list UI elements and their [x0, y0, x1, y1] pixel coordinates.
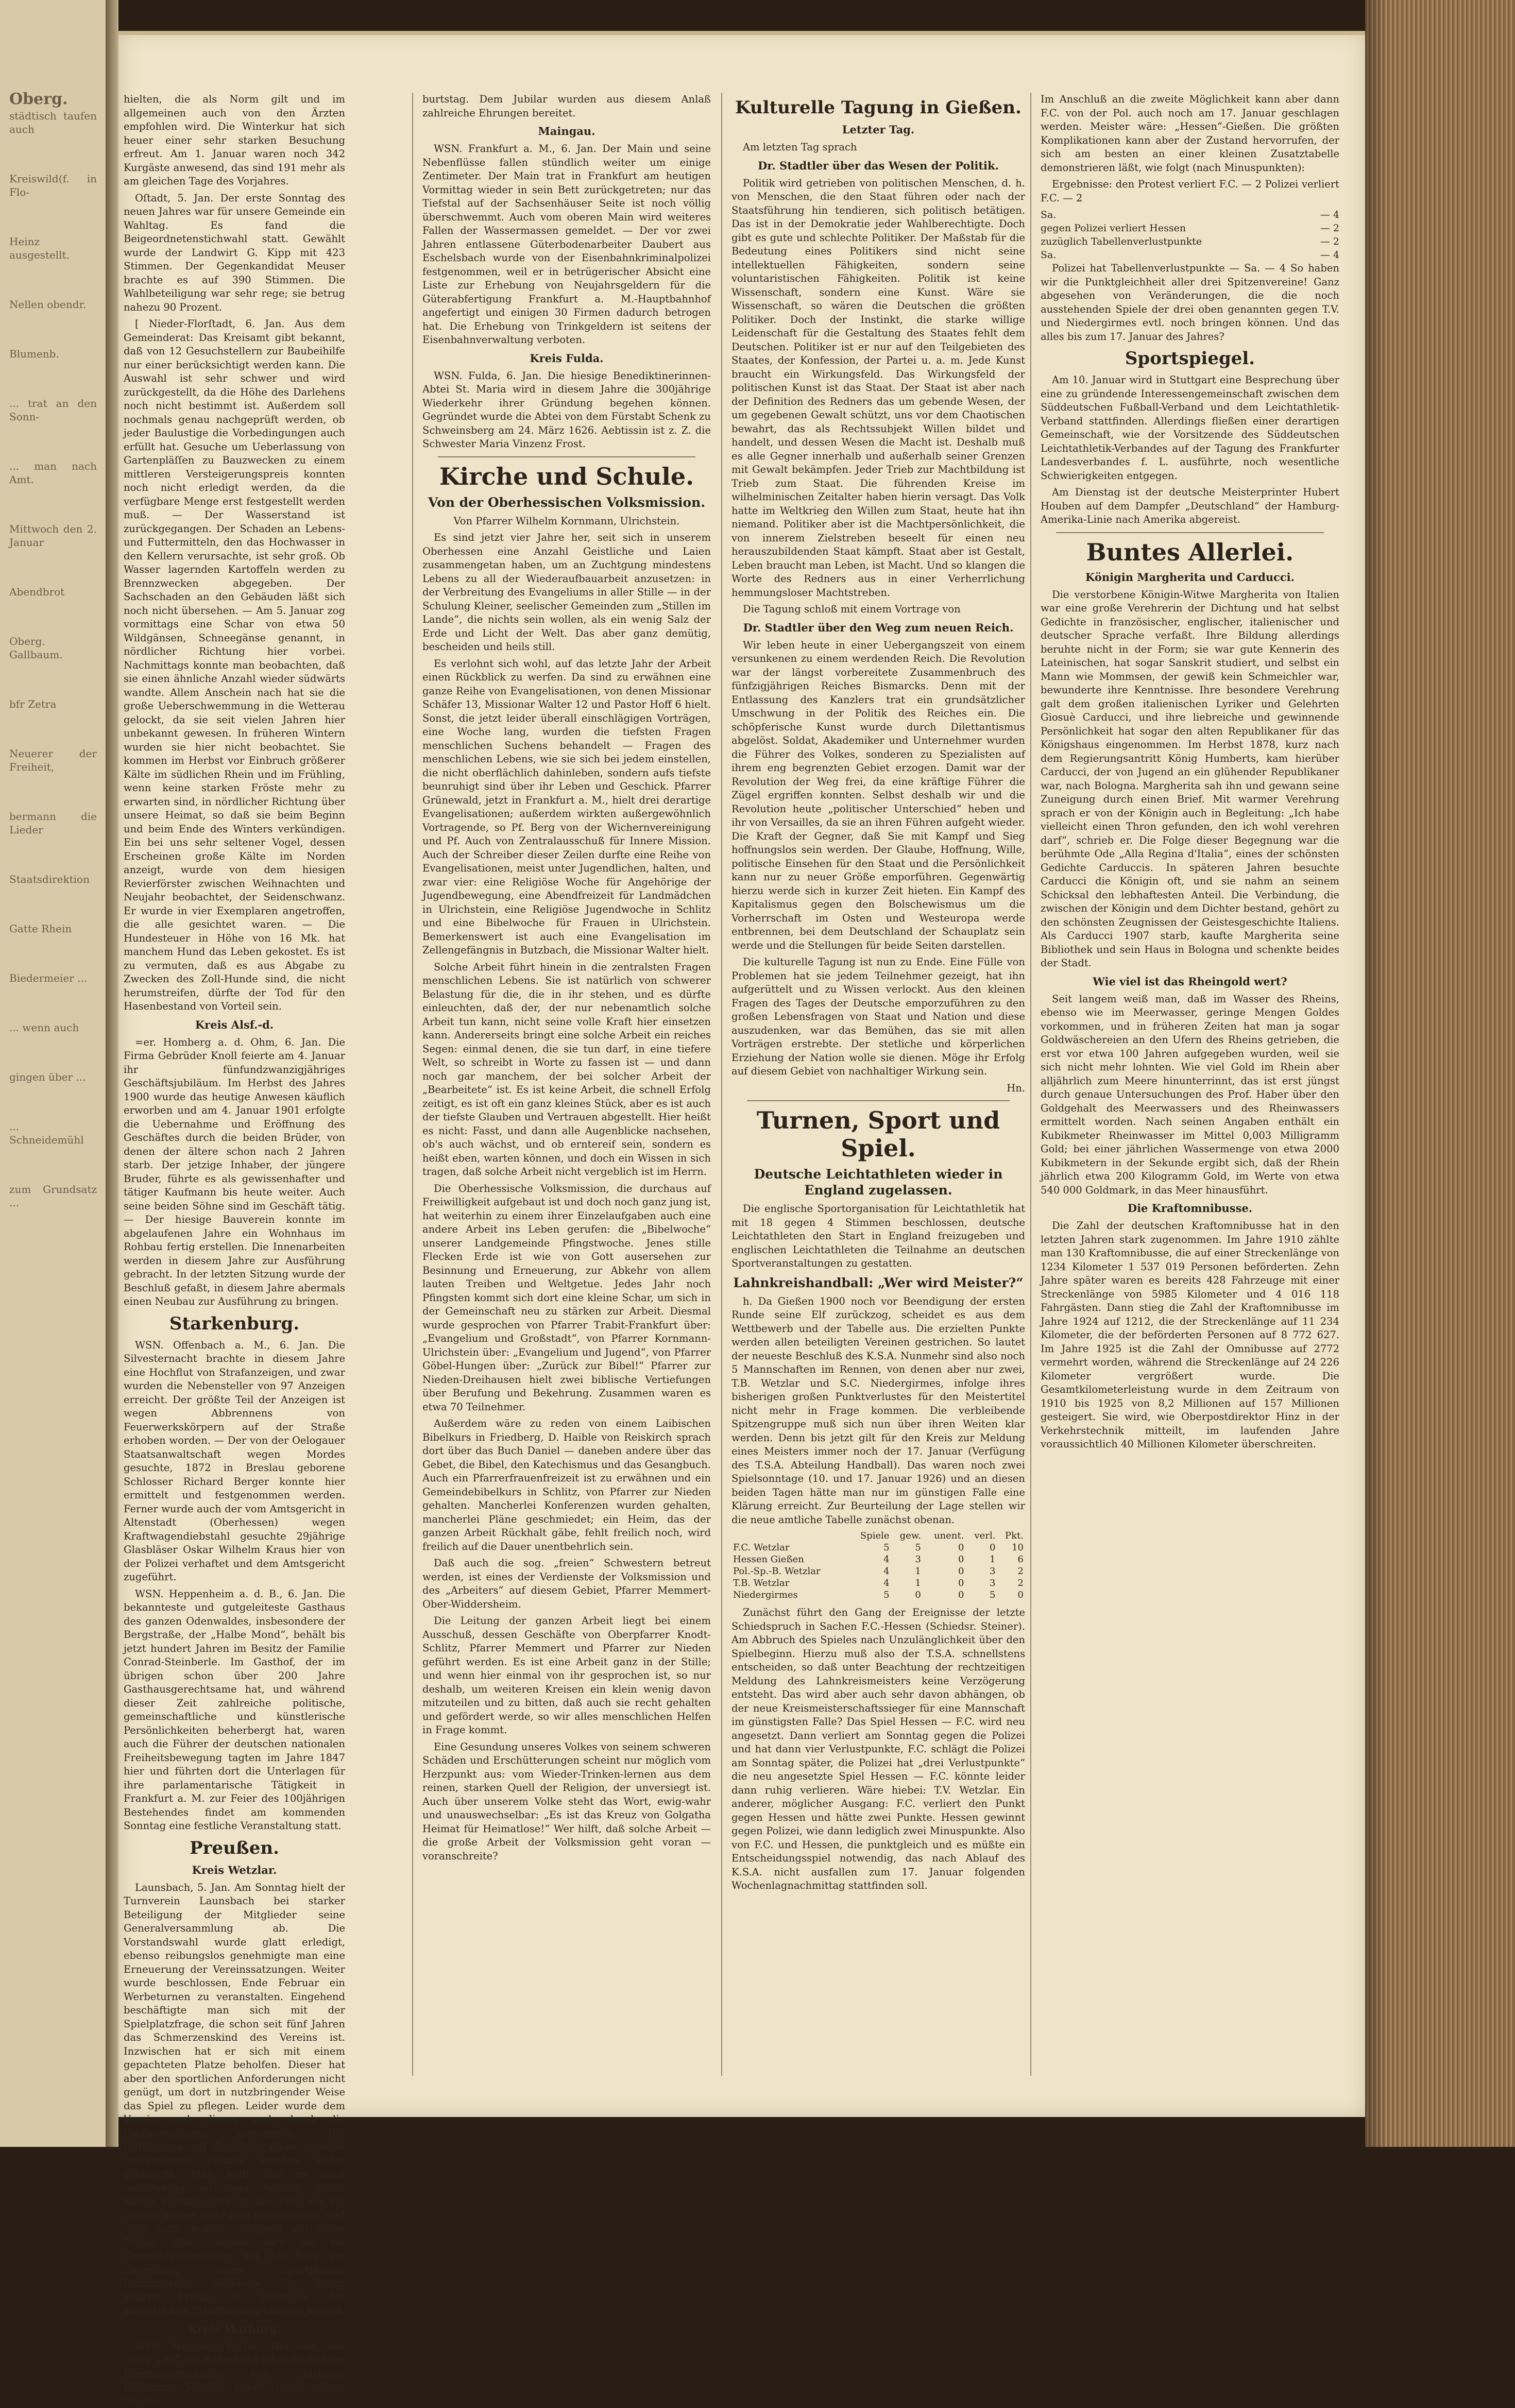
table-body — [731, 1542, 1025, 1601]
left-page-line: ... Schneidemühl — [9, 1120, 97, 1147]
section-heading: Preußen. — [124, 1837, 345, 1859]
left-page-line: Heinz ausgestellt. — [9, 235, 97, 262]
page-top-stripe — [118, 31, 1365, 35]
article-paragraph: Die Zahl der deutschen Kraftomnibusse hat in den letzten Jahren stark zugenommen. Im Jahre 1910 zählte man 130 Kraftomnibusse, die auf einer Streckenlänge von 1234 Kilometer 1 537 019 Personen beförderten. Zehn Jahre später waren es bereits 428 Fahrzeuge mit einer Streckenlänge von 5985 Kilometer und 4 016 118 Fahrgästen. Dann stieg die Zahl der Kraftomnibusse im Jahre 1924 auf 1212, die der Streckenlänge auf 11 234 Kilometer, die der beförderten Personen auf 8 772 627. Im Jahre 1925 ist die Zahl der Omnibusse auf 2772 vermehrt worden, während die Streckenlänge auf 24 226 Kilometer vergrößert wurde. Die Gesamtkilometerleistung wurde in dem Zeitraum von 1910 bis 1925 von 8,2 Millionen auf 157 Millionen gesteigert. Sie wird, wie Oberpostdirektor Hinz in der Verkehrstechnik mitteilt, im laufenden Jahre voraussichtlich 40 Millionen Kilometer überschreiten. — [1041, 1219, 1339, 1451]
article-paragraph: Die Leitung der ganzen Arbeit liegt bei einem Ausschuß, dessen Geschäfte von Oberpfarrer Knodt-Schlitz, Pfarrer Memmert und Pfarrer zur Nieden geführt werden. Es ist eine Arbeit ganz in der Stille; und wenn hier einmal von ihr gesprochen ist, so nur deshalb, um weiteren Kreisen ein klein wenig davon mitzuteilen und zu bitten, daß auch sie recht gehalten und gefördert werde, so wir alles menschlichen Helfen in Frage kommt. — [422, 1614, 711, 1737]
left-page-line: städtisch taufen auch — [9, 109, 97, 136]
article-paragraph: Am Dienstag ist der deutsche Meisterprinter Hubert Houben auf dem Dampfer „Deutschland“ der Hamburg-Amerika-Linie nach Amerika abgereist. — [1041, 486, 1339, 527]
table-header-cell: Spiele — [849, 1530, 891, 1542]
score-label: zuzüglich Tabellenverlustpunkte — [1041, 235, 1202, 248]
left-page-line: ... man nach Amt. — [9, 459, 97, 486]
column-rule-3 — [1030, 93, 1031, 2076]
score-row — [1041, 248, 1339, 262]
score-list — [1041, 208, 1339, 262]
table-cell: 0 — [965, 1542, 997, 1553]
article-headline: Königin Margherita und Carducci. — [1041, 570, 1339, 584]
table-cell: T.B. Wetzlar — [731, 1577, 849, 1589]
article-paragraph: Am 10. Januar wird in Stuttgart eine Besprechung über eine zu gründende Interessengemeinschaft zwischen dem Süddeutschen Fußball-Verband und dem Leichtathletik-Verband stattfinden. Allerdings fließen einer derartigen Gemeinschaft, wie der Vorsitzende des Süddeutschen Leichtathletik-Verbandes auf der Tagung des Frankfurter Landesverbandes f. L. ausführte, noch wesentliche Schwierigkeiten entgegen. — [1041, 373, 1339, 483]
article-headline: Wie viel ist das Rheingold wert? — [1041, 975, 1339, 988]
table-cell: 0 — [923, 1565, 966, 1577]
subheading: Letzter Tag. — [731, 123, 1025, 136]
left-page-line: ... wenn auch — [9, 1021, 97, 1034]
table-cell: 1 — [891, 1565, 923, 1577]
score-row — [1041, 221, 1339, 235]
table-row — [731, 1542, 1025, 1553]
left-page-line: Abendbrot — [9, 585, 97, 599]
left-page-line: Biedermeier ... — [9, 971, 97, 985]
left-page-line: Neuerer der Freiheit, — [9, 747, 97, 774]
article-paragraph: h. Da Gießen 1900 noch vor Beendigung der ersten Runde seine Elf zurückzog, scheidet es aus dem Wettbewerb und der Tabelle aus. Die erzielten Punkte werden allen beteiligten Vereinen gestrichen. So lautet der neueste Beschluß des K.S.A. Nunmehr sind also noch 5 Mannschaften im Rennen, von denen aber nur zwei, T.B. Wetzlar und S.C. Niedergirmes, infolge ihres bisherigen großen Punktverlustes für den Meistertitel nicht mehr in Frage kommen. Die verbleibende Spitzengruppe muß sich nun über ihren Weiten klar werden. Denn bis jetzt gilt für den Kreis zur Meldung eines Meisters immer noch der 17. Januar (Verfügung des T.S.A. Abteilung Handball). Das waren noch zwei Spielsonntage (10. und 17. Januar 1926) und an diesen beiden Tagen hätte man nur im günstigen Falle eine Klärung erreicht. Zur Beurteilung der Lage stellen wir die neue amtliche Tabelle zunächst obenan. — [731, 1295, 1025, 1527]
table-cell: 5 — [891, 1542, 923, 1553]
lecture-heading: Dr. Stadtler über das Wesen der Politik. — [731, 159, 1025, 173]
table-cell: 6 — [997, 1553, 1025, 1565]
table-row — [731, 1565, 1025, 1577]
table-cell: 2 — [997, 1577, 1025, 1589]
article-paragraph: Daß auch die sog. „freien“ Schwestern betreut werden, ist eines der Verdienste der Volksmission und des „Arbeiters“ auf diesem Gebiet, Pfarrer Memmert-Ober-Widdersheim. — [422, 1557, 711, 1611]
article-paragraph: Die Oberhessische Volksmission, die durchaus auf Freiwilligkeit aufgebaut ist und doch noch ganz jung ist, hat weiterhin zu einem ihrer Einzelaufgaben auch eine andere Arbeit ins Leben gerufen: die „Bibelwoche“ unserer Landgemeinde Pfingstwoche. Jenes stille Flecken Erde ist wie von Gott ausersehen zur Besinnung und Erneuerung, zur Abkehr von allem lauten Treiben und Weltgetue. Jedes Jahr noch Pfingsten kommt sich dort eine kleine Schar, um sich in der Gemeinschaft neu zu stärken zur Arbeit. Diesmal wurde gesprochen von Pfarrer Trabit-Frankfurt über: „Evangelium und Großstadt“, von Pfarrer Kornmann-Ulrichstein über: „Evangelium und Jugend“, von Pfarrer Göbel-Hungen über: „Zurück zur Bibel!“ Pfarrer zur Nieden-Dreihausen hielt zwei biblische Vertiefungen über Berufung und Bekehrung. Zusammen waren es etwa 70 Teilnehmer. — [422, 1182, 711, 1414]
table-cell: 4 — [849, 1553, 891, 1565]
article-paragraph: Solche Arbeit führt hinein in die zentralsten Fragen menschlichen Lebens. Sie ist natürlich von schwerer Belastung für die, die in ihr stehen, und es dürfte einleuchten, daß der, der nur nebenamtlich solche Arbeit tun kann, nicht seine volle Kraft hier einsetzen kann. Andererseits bringt eine solche Arbeit ein reiches Segen: einmal denen, die sie tun darf, in eine tiefere Welt, so schreibt in Worte zu fassen ist — und dann noch gar manchem, der bei solcher Arbeit der „Bearbeitete“ ist. Es ist keine Arbeit, die schnell Erfolg zeitigt, es ist oft ein ganz kleines Stück, aber es ist auch der tiefste Glauben und Vertrauen abgestellt. Hier heißt es nicht: Fasst, und dann alle Augenblicke nachsehen, ob's auch wächst, und ob erntereif sein, sondern es heißt eben, warten können, und doch ein Wissen in sich tragen, daß solche Arbeit nicht vergeblich ist im Herrn. — [422, 961, 711, 1179]
score-row — [1041, 235, 1339, 248]
section-headline: Buntes Allerlei. — [1041, 538, 1339, 566]
article-paragraph: Seit langem weiß man, daß im Wasser des Rheins, ebenso wie im Meerwasser, geringe Mengen Goldes vorkommen, und in früheren Zeiten hat man ja sogar Goldwäschereien an den Ufern des Rheins getrieben, die erst vor etwa 100 Jahren aufgegeben wurden, weil sie sich nicht mehr lohnten. Wie viel Gold im Rhein aber alljährlich zum Meere hinunterrinnt, das ist erst jüngst durch genaue Untersuchungen des Prof. Haber über den Goldgehalt des Meerwassers und des Rheinwassers ermittelt worden. Nach seinen Angaben enthält ein Kubikmeter Rheinwasser im Mittel 0,003 Milligramm Gold; bei einer jährlichen Wassermenge von etwa 2000 Kubikmetern in der Sekunde ergibt sich, daß der Rhein jährlich etwa 200 Kilogramm Gold, im Werte von etwa 540 000 Goldmark, in das Meer hinausführt. — [1041, 993, 1339, 1198]
table-row — [731, 1577, 1025, 1589]
article-paragraph: Außerdem wäre zu reden von einem Laibischen Bibelkurs in Friedberg, D. Haible von Reiskirch sprach dort über das Buch Daniel — daneben andere über das Gebet, die Bibel, den Katechismus und das Gesangbuch. Auch ein Pfarrerfrauenfreizeit ist zu erwähnen und ein Gemeindebibelkurs in Schlitz, von Pfarrer zur Nieden gehalten. Mancherlei Konferenzen wurden gehalten, mancherlei Pläne geschmiedet; ein Heim, das der ganzen Arbeit Rückhalt gäbe, fehlt freilich noch, wird freilich auf die Dauer unentbehrlich sein. — [422, 1417, 711, 1553]
article-paragraph: Politik wird getrieben von politischen Menschen, d. h. von Menschen, die den Staat führen oder nach der Staatsführung hin tendieren, sich politisch betätigen. Das ist in der Demokratie jeder Wahlberechtigte. Doch gibt es gute und schlechte Politiker. Der Maßstab für die Bedeutung eines Politikers sind nicht seine intellektuellen Fähigkeiten, sondern seine voluntaristischen Fähigkeiten. Politik ist keine Wissenschaft, sondern eine Kunst. Wäre sie Wissenschaft, so wären die Deutschen die größten Politiker. Doch der Instinkt, die starke willige Leidenschaft für die Gestaltung des Staates fehlt dem Deutschen. Politiker ist er nur auf den Teilgebieten des Staates, der Konfession, der Partei u. a. m. Jede Kunst braucht ein Wirkungsfeld. Das Wirkungsfeld der politischen Kunst ist das Staat. Der Staat ist aber nach der Definition des Redners das um gebende Wesen, der um gegebenen Gewalt schützt, uns vor dem Chaotischen bewahrt, das als Rechtssubjekt Willen bildet und handelt, und dessen Wesen die Macht ist. Deshalb muß es alle Gegner innerhalb und außerhalb seiner Grenzen mit Gewalt bekämpfen. Jeder Trieb zur Machtbildung ist Trieb zum Staat. Die führenden Kreise im wilhelminischen Zeitalter haben hierin versagt. Das Volk hatte im Weltkrieg den Willen zum Staat, heute hat ihn niemand. Politiker aber ist die Machtpersönlichkeit, die von innerem Zielstreben beseelt für einen neu herauszubildenden Staat kämpft. Staat aber ist Gestalt, Leben braucht man Leben, ist Macht. Und so klangen die Worte des Redners aus in einer Verherrlichung hemmungsloser Machtstreben. — [731, 177, 1025, 600]
table-cell: 10 — [997, 1542, 1025, 1553]
table-cell: 5 — [849, 1589, 891, 1601]
article-paragraph: Es verlohnt sich wohl, auf das letzte Jahr der Arbeit einen Rückblick zu werfen. Da sind zu erwähnen eine ganze Reihe von Evangelisationen, von denen Missionar Schäfer 13, Missionar Walter 12 und Pastor Hoff 6 hielt. Sonst, die jetzt leider überall einschlägigen Vorträgen, eine Woche lang, wurden die tiefsten Fragen menschlichen Suchens behandelt — Fragen des menschlichen Lebens, wie sie sich bei jedem einstellen, die nicht oberflächlich dahinleben, sondern aufs tiefste beunruhigt sind über ihr Leben und Geschick. Pfarrer Grünewald, jetzt in Frankfurt a. M., hielt drei derartige Evangelisationen; außerdem wirkten außergewöhnlich Vortragende, so Pf. Berg von der Wichernvereinigung und Pf. Auch von Zentralausschuß für Innere Mission. Auch der Schreiber dieser Zeilen durfte eine Reihe von Evangelisationen, meist unter Jugendlichen, halten, und zwar vier: eine Religiöse Woche für Angehörige der Jugendbewegung, eine Abendfreizeit für Landmädchen in Ulrichstein, eine Religiöse Jugendwoche in Schlitz und eine Bibelwoche für Frauen in Ulrichstein. Bemerkenswert ist auch eine Evangelisation im Zellengefängnis in Butzbach, die Missionar Walter hielt. — [422, 657, 711, 958]
signature: Hn. — [731, 1082, 1025, 1096]
column-3 — [731, 93, 1025, 2060]
lecture-heading: Dr. Stadtler über den Weg zum neuen Reich. — [731, 621, 1025, 635]
article-paragraph: Die englische Sportorganisation für Leichtathletik hat mit 18 gegen 4 Stimmen beschlossen, deutsche Leichtathleten den Start in England freizugeben und englischen Leichtathleten die Teilnahme an deutschen Sportveranstaltungen zu gestatten. — [731, 1202, 1025, 1271]
column-4 — [1041, 93, 1339, 2060]
league-table — [731, 1530, 1025, 1601]
article-paragraph: Die verstorbene Königin-Witwe Margherita von Italien war eine große Verehrerin der Dichtung und hat selbst Gedichte in französischer, englischer, italienischer und deutscher Sprache verfaßt. Ihre Bildung allerdings beruhte nicht in der Form; sie war gute Kennerin des Lateinischen, hat sogar Sanskrit studiert, und selbst ein Mann wie Mommsen, der gewiß kein Schmeichler war, bewunderte ihre Kenntnisse. Ihre besondere Verehrung galt dem großen italienischen Lyriker und Gelehrten Giosuè Carducci, und ihre liebreiche und gewinnende Persönlichkeit hat sogar den alten Republikaner für das Königshaus eingenommen. Im Herbst 1878, kurz nach dem Regierungsantritt König Humberts, kam hierüber Carducci, der von Jugend an ein glühender Republikaner war, nach Bologna. Margherita sah ihn und gewann seine Zuneigung durch einen Brief. Mit warmer Verehrung sprach er von der Königin auch in Begleitung: „Ich habe vielleicht einen Thron gefunden, den ich wohl verehren darf“, schrieb er. Die Folge dieser Begegnung war die berühmte Ode „Alla Regina d'Italia“, eines der schönsten Gedichte Carduccis. In späteren Jahren besuchte Carducci die Königin oft, und sie nahm an seinem Schicksal den lebhaftesten Anteil. Die Verbindung, die zwischen der Königin und dem Dichter bestand, gehört zu den schönsten Zeugnissen der Geistesgeschichte Italiens. Als Carducci 1907 starb, kaufte Margherita seine Bibliothek und sein Haus in Bologna und schenkte beides der Stadt. — [1041, 588, 1339, 970]
table-cell: 0 — [891, 1589, 923, 1601]
section-heading: Starkenburg. — [124, 1313, 345, 1335]
article-paragraph: Launsbach, 5. Jan. Am Sonntag hielt der Turnverein Launsbach bei starker Beteiligung der Mitglieder seine Generalversammlung ab. Die Vorstandswahl wurde glatt erledigt, ebenso reibungslos genehmigte man eine Erneuerung der Vereinssatzungen. Weiter wurde beschlossen, Ende Februar ein Werbeturnen zu veranstalten. Eingehend beschäftigte man sich mit der Spielplatzfrage, die schon seit fünf Jahren das Schmerzenskind des Vereins ist. Inzwischen hat er sich mit einem gepachteten Platze beholfen. Dieser hat aber den sportlichen Anforderungen nicht genügt, um dort in nutzbringender Weise das Spiel zu pflegen. Leider wurde dem Verein auch dieses noch durch die Feldbereinigung genommen. Die Hoffnungen auf Zuteilung eines anderen geeigneteren Platzes wurden leider getäuscht. Man hofft daß es auch anderweitig auf einen Ausweg dieser Sache kommt. Jetzt ist die Zeit, wo die Jugend immer mehr zum Sport drängt, und man hofft deshalb dringend auf einen Erfolg. Man wendet sich an die Gemeindeverwaltung mit der Bitte um Zuweisung eines Sportplatzes heranzutreten. Hoffentlich hat dieser Schritt Erfolg, im Interesse der körperlichen Ertüchtigung unserer Jugend. — [124, 1881, 345, 2318]
table-cell: 4 — [849, 1577, 891, 1589]
article-paragraph: WSN. Heppenheim a. d. B., 6. Jan. Die bekannteste und gutgeleiteste Gasthaus des ganzen Odenwaldes, insbesondere der Bergstraße, der „Halbe Mond“, behält bis jetzt hundert Jahren im Besitz der Familie Conrad-Steinberle. Im Gasthof, der im übrigen schon über 200 Jahre Gasthausgerechtsame hat, und während dieser Zeit zahlreiche politische, gemeinschaftliche und künstlerische Persönlichkeiten beherbergt hat, waren auch die Führer der deutschen nationalen Freiheitsbewegung tagten im Jahre 1847 hier und führten dort die Unterlagen für ihre parlamentarische Tätigkeit in Frankfurt a. M. zur Feier des 100jährigen Bestehendes findet am kommenden Sonntag eine festliche Veranstaltung statt. — [124, 1587, 345, 1833]
section-heading: Kreis Fulda. — [422, 351, 711, 365]
left-page-line: bermann die Lieder — [9, 810, 97, 836]
article-headline: Lahnkreishandball: „Wer wird Meister?“ — [731, 1275, 1025, 1291]
table-cell: 5 — [965, 1589, 997, 1601]
left-page-line: zum Grundsatz ... — [9, 1183, 97, 1209]
article-headline: Von der Oberhessischen Volksmission. — [422, 494, 711, 510]
section-headline: Kulturelle Tagung in Gießen. — [731, 97, 1025, 118]
score-value: — 2 — [1320, 221, 1339, 235]
left-page-heading: Oberg. — [9, 93, 97, 106]
table-cell: 0 — [923, 1577, 966, 1589]
table-cell: 2 — [997, 1565, 1025, 1577]
table-header-cell: Pkt. — [997, 1530, 1025, 1542]
divider — [1056, 532, 1324, 533]
table-header-row — [731, 1530, 1025, 1542]
article-paragraph: Zunächst führt den Gang der Ereignisse der letzte Schiedspruch in Sachen F.C.-Hessen (Schiedsr. Steiner). Am Abbruch des Spieles nach Unzulänglichkeit über den Spielbeginn. Hierzu muß also der T.S.A. schnellstens entscheiden, so daß unter Beachtung der rechtzeitigen Meldung des Lahnkreismeisters keine Verzögerung entsteht. Das wird aber auch sehr davon abhängen, ob der neue Kreismeisterschaftssieger für eine Mannschaft im günstigsten Falle? Das Spiel Hessen — F.C. wird neu angesetzt. Dann verliert am Sonntag gegen die Polizei und hat dann vier Verlustpunkte, F.C. schlägt die Polizei am Sonntag später, die Polizei hat „drei Verlustpunkte“ die neu angesetzte Spiel Hessen — F.C. könnte leider dann ruhig verlieren. Wäre hiebei: T.V. Wetzlar. Ein anderer, möglicher Ausgang: F.C. verliert den Punkt gegen Hessen und hätte zwei Punkte. Hessen gewinnt gegen Polizei, wie dann lediglich zwei Minuspunkte. Also von F.C. und Hessen, die punktgleich und es müßte ein Entscheidungsspiel notwendig, das nach Ablauf des K.S.A. nicht ausfallen zum 17. Januar folgenden Wochenlagnachmittag stattfinden soll. — [731, 1606, 1025, 1893]
score-label: gegen Polizei verliert Hessen — [1041, 221, 1186, 235]
article-paragraph: =er. Homberg a. d. Ohm, 6. Jan. Die Firma Gebrüder Knoll feierte am 4. Januar ihr fünfundzwanzigjähriges Geschäftsjubiläum. Im Herbst des Jahres 1900 wurde das heutige Anwesen käuflich erworben und am 4. Januar 1901 erfolgte die Uebernahme und Eröffnung des Geschäftes durch die beiden Brüder, von denen der ältere schon nach 2 Jahren starb. Der jetzige Inhaber, der jüngere Bruder, führte es als gewissenhafter und tätiger Kaufmann bis heute weiter. Auch seine beiden Söhne sind im Geschäft tätig. — Der hiesige Bauverein konnte im abgelaufenen Jahre ein Wohnhaus im Rohbau fertig erstellen. Die Innenarbeiten werden in diesem Jahre zur Ausführung gebracht. In der letzten Sitzung wurde der Beschluß gefaßt, in diesem Jahre abermals einen Neubau zur Ausführung zu bringen. — [124, 1036, 345, 1309]
article-paragraph: Oſtadt, 5. Jan. Der erste Sonntag des neuen Jahres war für unsere Gemeinde ein Wahltag. Es fand die Beigeordnetenstichwahl statt. Gewählt wurde der Landwirt G. Kipp mit 423 Stimmen. Der Gegenkandidat Meuser brachte es auf 390 Stimmen. Die Wahlbeteiligung war sehr rege; sie betrug nahezu 90 Prozent. — [124, 192, 345, 315]
left-page-line: Kreiswild(f. in Flo- — [9, 172, 97, 199]
divider — [438, 456, 695, 457]
table-cell: 1 — [965, 1553, 997, 1565]
left-page-line: Blumenb. — [9, 347, 97, 361]
table-cell: 0 — [997, 1589, 1025, 1601]
left-page-line: ... trat an den Sonn- — [9, 397, 97, 423]
left-page-column — [9, 82, 97, 2050]
left-page-line: bfr Zetra — [9, 697, 97, 711]
table-cell: 0 — [923, 1542, 966, 1553]
section-heading: Kreis Marburg. — [124, 2322, 345, 2336]
section-heading: Kreis Alsf.-d. — [124, 1018, 345, 1032]
left-page-line: Gatte Rhein — [9, 922, 97, 935]
book-gutter — [106, 0, 118, 2147]
article-headline: Deutsche Leichtathleten wieder in England zugelassen. — [731, 1166, 1025, 1198]
table-header-cell — [731, 1530, 849, 1542]
score-row — [1041, 208, 1339, 221]
table-cell: 0 — [923, 1589, 966, 1601]
table-cell: 4 — [849, 1565, 891, 1577]
byline: Von Pfarrer Wilhelm Kornmann, Ulrichstein. — [422, 515, 711, 528]
divider — [747, 1100, 1010, 1101]
article-paragraph: Im Anschluß an die zweite Möglichkeit kann aber dann F.C. von der Pol. auch noch am 17. Januar geschlagen werden. Meister wäre: „Hessen“-Gießen. Die größten Komplikationen kann aber der Zustand hervorrufen, der sich am besten an einer kleinen Zusatztabelle demonstrieren läßt, wie folgt (nach Minuspunkten): — [1041, 93, 1339, 175]
table-cell: Pol.-Sp.-B. Wetzlar — [731, 1565, 849, 1577]
left-page-line: Nellen obendr. — [9, 298, 97, 311]
column-rule-1 — [412, 93, 413, 2076]
score-value: — 4 — [1320, 248, 1339, 262]
table-cell: 5 — [849, 1542, 891, 1553]
table-header-cell: verl. — [965, 1530, 997, 1542]
left-page-line: Oberg. Gallbaum. — [9, 635, 97, 661]
section-heading: Maingau. — [422, 124, 711, 138]
article-paragraph: WSN. Frankfurt a. M., 6. Jan. Der Main und seine Nebenflüsse fallen stündlich weiter um einige Zentimeter. Der Main trat in Frankfurt am heutigen Vormittag wieder in sein Bett zurückgetreten; nur das Tiefstal auf der Sachsenhäuser Seite ist noch völlig überschwemmt. Auch vom oberen Main wird weiteres Fallen der Wassermassen gemeldet. — Der vor zwei Jahren entlassene Güterbodenarbeiter Daubert aus Eschelsbach wurde von der Eisenbahnkriminalpolizei festgenommen, weil er in betrügerischer Absicht eine Liste zur Erhebung von Neujahrsgeldern für die Güterabfertigung Frankfurt a. M.-Hauptbahnhof angefertigt und einigen 30 Firmen dadurch betrogen hat. Die Erhebung von Trinkgeldern ist seitens der Eisenbahnverwaltung verboten. — [422, 142, 711, 347]
table-cell: 3 — [965, 1565, 997, 1577]
article-paragraph: Am letzten Tag sprach — [731, 141, 1025, 155]
left-page-spill — [0, 0, 109, 2147]
article-paragraph: Polizei hat Tabellenverlustpunkte — Sa. — 4 So haben wir die Punktgleichheit aller drei Spitzenvereine! Ganz abgesehen von Veränderungen, die die noch ausstehenden Spiele der drei oben genannten gegen T.V. und Niedergirmes evtl. noch bringen können. Und das alles bis zum 17. Januar des Jahres? — [1041, 262, 1339, 344]
article-paragraph: burtstag. Dem Jubilar wurden aus diesem Anlaß zahlreiche Ehrungen bereitet. — [422, 93, 711, 120]
column-2 — [422, 93, 711, 2060]
table-cell: 3 — [891, 1553, 923, 1565]
article-paragraph: WSN. Fulda, 6. Jan. Die hiesige Benediktinerinnen-Abtei St. Maria wird in diesem Jahre die 300jährige Wiederkehr ihrer Gründung begehen können. Gegründet wurde die Abtei von dem Fürstabt Schenk zu Schweinsberg am 24. März 1626. Aebtissin ist z. Z. die Schwester Maria Vinzenz Frost. — [422, 369, 711, 451]
left-page-line: Staatsdirektion — [9, 873, 97, 886]
table-cell: F.C. Wetzlar — [731, 1542, 849, 1553]
stacked-page-edges — [1365, 0, 1515, 2147]
article-paragraph: Eine Gesundung unseres Volkes von seinem schweren Schäden und Erschütterungen scheint nur möglich vom Herzpunkt aus: vom Wieder-Trinken-lernen aus dem reinen, starken Quell der Religion, der unversiegt ist. Auch über unserem Volke steht das Wort, ewig-wahr und unauswechselbar: „Es ist das Kreuz von Golgatha Heimat für Heimatlose!“ Wer hilft, daß solche Arbeit — die große Arbeit der Volksmission geht voran — voranschreite? — [422, 1740, 711, 1864]
left-page-line: Mittwoch den 2. Januar — [9, 522, 97, 549]
section-heading: Kreis Wetzlar. — [124, 1863, 345, 1877]
column-rule-2 — [721, 93, 722, 2076]
score-label: Sa. — [1041, 248, 1056, 262]
table-cell: 1 — [891, 1577, 923, 1589]
table-cell: 0 — [923, 1553, 966, 1565]
score-value: — 2 — [1320, 235, 1339, 248]
table-header-cell: unent. — [923, 1530, 966, 1542]
article-paragraph: Die Tagung schloß mit einem Vortrage von — [731, 603, 1025, 617]
section-headline: Sportspiegel. — [1041, 348, 1339, 369]
section-headline: Kirche und Schule. — [422, 463, 711, 490]
article-headline: Die Kraftomnibusse. — [1041, 1201, 1339, 1215]
article-paragraph: Die kulturelle Tagung ist nun zu Ende. Eine Fülle von Problemen hat sie jedem Teilnehmer gezeigt, hat ihn aufgerüttelt und zu Wissen verlockt. Aus den kleinen Fragen des Tages der Deutsche emporzuführen zu den großen Lebensfragen von Staat und Nation und diese auszudenken, war das Bemühen, das sie mit allen Vorträgen erstrebte. Der stetliche und körperlichen Erziehung der Nation wolle sie dienen. Möge ihr Erfolg auf diesem Gebiet von nachhaltiger Wirkung sein. — [731, 955, 1025, 1079]
article-paragraph: hielten, die als Norm gilt und im allgemeinen auch von den Ärzten empfohlen wird. Die Winterkur hat sich heuer einer sehr starken Besuchung erfreut. Am 1. Januar waren noch 342 Kurgäste anwesend, das sind 191 mehr als am gleichen Tage des Vorjahres. — [124, 93, 345, 189]
article-paragraph: Wir leben heute in einer Uebergangszeit von einem versunkenen zu einem werdenden Reich. Die Revolution war der längst vorbereitete Zusammenbruch des fünfzigjährigen Reiches Bismarcks. Denn mit der Entlassung des Kanzlers trat ein grundsätzlicher Umschwung in der Politik des Reiches ein. Die schöpferische Kunst wurde durch Dilettantismus abgelöst. Soldat, Akademiker und Unternehmer wurden die Führer des Volkes, sonderen zu Spezialisten auf ihrem eng begrenzten Gebiet erzogen. Damit war der Revolution der Weg frei, da eine kräftige Führer die Zügel ergriffen konnten. Selbst deshalb wir und die Revolution heute „politischer Unterschied“ heben und ihr von Versailles, da sie an ihren Führen aufgeht wieder. Die Kraft der Gegner, daß Sie mit Kampf und Sieg hoffnungslos sein werden. Der Glaube, Hoffnung, Wille, politische Einsehen für den Staat und die Persönlichkeit kann nur zu neuer Größe emporführen. Gegenwärtig hierzu werde sich in kurzer Zeit hieten. Ein Kampf des Kapitalismus gegen den Bolschewismus um die Vorherrschaft im Osten und Westeuropa werde entbrennen, bei dem Deutschland der Schauplatz sein werde und die Stellungen für beide Seiten darstellen. — [731, 639, 1025, 953]
left-page-line: gingen über ... — [9, 1070, 97, 1084]
score-value: — 4 — [1320, 208, 1339, 221]
table-header-cell: gew. — [891, 1530, 923, 1542]
article-paragraph: WSN. Marburg, 6. Jan. Der seit dem Jahre 1907 im Ruhestand lebende frühere Oberbürgermeister von Marburg, Geheimrat Schüler, feierte heute seinen 90. Ge- — [124, 2340, 345, 2408]
table-cell: Niedergirmes — [731, 1589, 849, 1601]
article-paragraph: Es sind jetzt vier Jahre her, seit sich in unserem Oberhessen eine Anzahl Geistliche und Laien zusammengetan haben, um an Zuchtgung mindestens Lebens zu all der Wiederaufbauarbeit anzusetzen: in der Verbreitung des Evangeliums in aller Stille — in der Schulung Kleiner, seelischer Gemeinden zum „Stillen im Lande“, die nichts sein wollen, als ein wenig Salz der Erde und Licht der Welt. Das aber ganz demütig, bescheiden und heils still. — [422, 531, 711, 654]
table-cell: 3 — [965, 1577, 997, 1589]
score-label: Sa. — [1041, 208, 1056, 221]
table-cell: Hessen Gießen — [731, 1553, 849, 1565]
article-paragraph: [ Nieder-Florſtadt, 6. Jan. Aus dem Gemeinderat: Das Kreisamt gibt bekannt, daß von 12 Gesuchstellern zur Baubeihilfe nur einer berücksichtigt werden kann. Die Auswahl ist sehr schwer und wird zurückgestellt, da die Höhe des Darlehens noch nicht bestimmt ist. Außerdem soll nochmals genau nachgeprüft werden, ob jeder Baulustige die Vorbedingungen auch erfüllt hat. Gesuche um Ueberlassung von Gartenpläſſen zu Bauzwecken zu einem mittleren Versteigerungspreis konnten noch nicht erledigt werden, da die verfügbare Menge erst festgestellt werden muß. — Der Wasserstand ist zurückgegangen. Der Schaden an Lebens- und Futtermitteln, den das Hochwasser in den Kellern verursachte, ist sehr groß. Ob Wasser lagernden Kartoffeln werden zu Brennzwecken abgegeben. Der Sachschaden an den Gebäuden läßt sich noch nicht übersehen. — Am 5. Januar zog vormittags eine Schar von etwa 50 Wildgänsen, Schneegänse genannt, in nördlicher Richtung hier vorbei. Nachmittags konnte man beobachten, daß sie einen ähnliche Anzahl wieder südwärts wandte. Allem Anschein nach hat sie die große Ueberschwemmung in die Wetterau gelockt, da sie seit vielen Jahren hier unbekannt gewesen. In früheren Wintern wurden sie hier nicht beobachtet. Sie kommen im Herbst vor Einbruch größerer Kälte im südlichen Rhein und im Frühling, wenn keine starken Fröste mehr zu erwarten sind, in nördlicher Richtung über unsere Heimat, so daß sie beim Beginn und beim Ende des Winters verkündigen. Ein bei uns sehr seltener Vogel, dessen Erscheinen große Kälte im Norden anzeigt, wurde von dem hiesigen Revierförster zwischen Weihnachten und Neujahr beobachtet, der Seidenschwanz. Er wurde in vier Exemplaren angetroffen, die alle gesichtet waren. — Die Hundesteuer in Höhe von 16 Mk. hat manchem Hund das Leben gekostet. Es ist zu vermuten, daß es aus Abgabe zu Zwecken des Zoll-Hunde sind, die nicht herumstreifen, dürfte der Tod für den Hasenbestand von Vorteil sein. — [124, 317, 345, 1014]
article-paragraph: WSN. Offenbach a. M., 6. Jan. Die Silvesternacht brachte in diesem Jahre eine Hochflut von Strafanzeigen, und zwar wurden die Nebensteller von 97 Anzeigen erreicht. Der größte Teil der Anzeigen ist wegen Abbrennens von Feuerwerkskörpern auf der Straße erhoben worden. — Der von der Oelogauer Staatsanwaltschaft wegen Mordes gesuchte, 1872 in Breslau geborene Schlosser Richard Berger konnte hier ermittelt und festgenommen werden. Ferner wurde auch der vom Amtsgericht in Altenstadt (Oberhessen) wegen Kraftwagendiebstahl gesuchte 29jährige Glasbläser Oskar Wilhelm Kraus hier von der Polizei verhaftet und dem Amtsgericht zugeführt. — [124, 1339, 345, 1584]
article-paragraph: Ergebnisse: den Protest verliert F.C. — 2 Polizei verliert F.C. — 2 — [1041, 178, 1339, 205]
table-row — [731, 1553, 1025, 1565]
section-headline: Turnen, Sport und Spiel. — [731, 1106, 1025, 1162]
edge-shadow — [1365, 0, 1386, 2147]
column-1 — [124, 93, 345, 2060]
table-row — [731, 1589, 1025, 1601]
left-page-lines — [9, 109, 97, 1209]
